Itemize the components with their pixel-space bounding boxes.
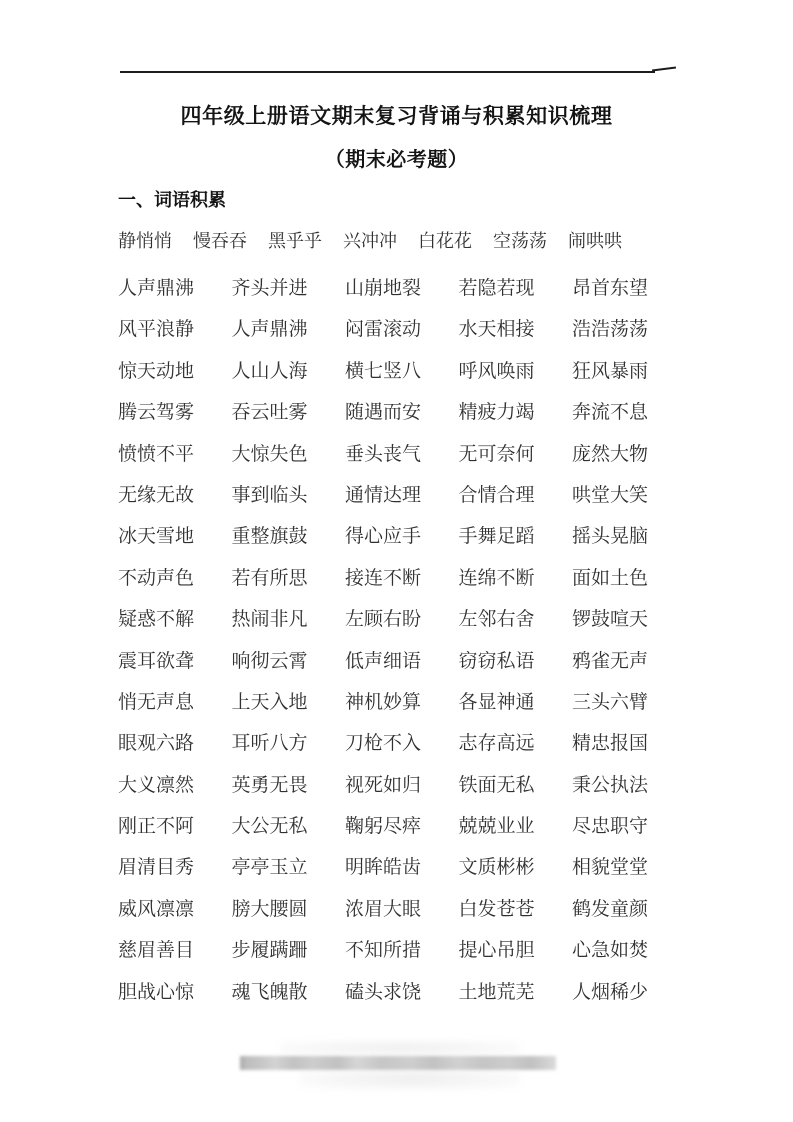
idiom-cell: 哄堂大笑 xyxy=(571,484,648,506)
idiom-cell: 昂首东望 xyxy=(571,278,648,299)
header-rule-line xyxy=(120,71,655,73)
idiom-cell: 面如土色 xyxy=(571,567,648,589)
idiom-cell: 左顾右盼 xyxy=(344,609,421,631)
idiom-row xyxy=(118,314,648,355)
idiom-cell: 眼观六路 xyxy=(118,733,195,755)
idiom-cell: 窃窃私语 xyxy=(458,650,535,672)
idiom-cell: 鹤发童颜 xyxy=(571,898,648,920)
idiom-cell: 不知所措 xyxy=(344,940,421,962)
idiom-cell: 各显神通 xyxy=(458,691,535,713)
idiom-cell: 重整旗鼓 xyxy=(231,526,308,548)
idiom-cell: 眉清目秀 xyxy=(118,857,195,879)
idiom-row xyxy=(118,521,648,562)
idiom-cell: 无可奈何 xyxy=(458,443,535,465)
idiom-row xyxy=(118,977,648,1018)
idiom-cell: 庞然大物 xyxy=(571,443,648,465)
idiom-cell: 横七竖八 xyxy=(344,360,421,382)
idiom-cell: 亭亭玉立 xyxy=(231,857,308,879)
idiom-cell: 文质彬彬 xyxy=(458,857,535,879)
idiom-cell: 合情合理 xyxy=(458,484,535,506)
idiom-row xyxy=(118,439,648,480)
idiom-cell: 若有所思 xyxy=(231,567,308,589)
aabb-word: 空荡荡 xyxy=(493,231,547,251)
idiom-cell: 大公无私 xyxy=(231,816,308,838)
idiom-cell: 威风凛凛 xyxy=(118,898,195,920)
idiom-cell: 白发苍苍 xyxy=(458,898,535,920)
idiom-cell: 刚正不阿 xyxy=(118,816,195,838)
idiom-cell: 手舞足蹈 xyxy=(458,526,535,548)
idiom-cell: 若隐若现 xyxy=(458,278,535,299)
idiom-cell: 风平浪静 xyxy=(118,319,195,341)
idiom-row xyxy=(118,397,648,438)
idiom-cell: 事到临头 xyxy=(231,484,308,506)
idiom-cell: 磕头求饶 xyxy=(344,981,421,1003)
idiom-cell: 精忠报国 xyxy=(571,733,648,755)
idiom-cell: 英勇无畏 xyxy=(231,774,308,796)
aabb-word: 白花花 xyxy=(418,231,472,251)
watermark-halo-top xyxy=(280,1040,520,1056)
idiom-row xyxy=(118,770,648,811)
section-heading: 一、词语积累 xyxy=(118,190,226,210)
idiom-row xyxy=(118,273,648,314)
idiom-cell: 连绵不断 xyxy=(458,567,535,589)
idiom-cell: 低声细语 xyxy=(344,650,421,672)
idiom-row xyxy=(118,811,648,852)
idiom-cell: 热闹非凡 xyxy=(231,609,308,631)
idiom-grid xyxy=(118,273,648,1018)
idiom-cell: 疑惑不解 xyxy=(118,609,195,631)
idiom-cell: 无缘无故 xyxy=(118,484,195,506)
idiom-cell: 不动声色 xyxy=(118,567,195,589)
idiom-cell: 通情达理 xyxy=(344,484,421,506)
idiom-cell: 冰天雪地 xyxy=(118,526,195,548)
idiom-row xyxy=(118,356,648,397)
idiom-cell: 响彻云霄 xyxy=(231,650,308,672)
idiom-cell: 震耳欲聋 xyxy=(118,650,195,672)
idiom-cell: 精疲力竭 xyxy=(458,402,535,424)
idiom-cell: 步履蹒跚 xyxy=(231,940,308,962)
idiom-cell: 吞云吐雾 xyxy=(231,402,308,424)
idiom-cell: 土地荒芜 xyxy=(458,981,535,1003)
idiom-cell: 大惊失色 xyxy=(231,443,308,465)
aabb-word: 兴冲冲 xyxy=(343,231,397,251)
idiom-cell: 狂风暴雨 xyxy=(571,360,648,382)
idiom-row xyxy=(118,852,648,893)
watermark-halo-bottom xyxy=(300,1068,520,1090)
idiom-cell: 浩浩荡荡 xyxy=(571,319,648,341)
idiom-row xyxy=(118,935,648,976)
idiom-cell: 垂头丧气 xyxy=(344,443,421,465)
document-subtitle: （期末必考题） xyxy=(324,149,469,171)
idiom-cell: 腾云驾雾 xyxy=(118,402,195,424)
aabb-words-row xyxy=(118,227,622,253)
idiom-cell: 人山人海 xyxy=(231,360,308,382)
idiom-cell: 摇头晃脑 xyxy=(571,526,648,548)
idiom-cell: 山崩地裂 xyxy=(344,278,421,299)
idiom-cell: 秉公执法 xyxy=(571,774,648,796)
idiom-cell: 神机妙算 xyxy=(344,691,421,713)
idiom-cell: 齐头并进 xyxy=(231,278,308,299)
aabb-word: 闹哄哄 xyxy=(568,231,622,251)
idiom-cell: 接连不断 xyxy=(344,567,421,589)
idiom-cell: 浓眉大眼 xyxy=(344,898,421,920)
idiom-cell: 耳听八方 xyxy=(231,733,308,755)
idiom-row xyxy=(118,563,648,604)
header-rule-tick xyxy=(652,67,676,72)
aabb-word: 慢吞吞 xyxy=(193,231,247,251)
idiom-cell: 人声鼎沸 xyxy=(118,278,195,299)
document-title: 四年级上册语文期末复习背诵与积累知识梳理 xyxy=(180,104,613,128)
idiom-cell: 闷雷滚动 xyxy=(344,319,421,341)
idiom-cell: 心急如焚 xyxy=(571,940,648,962)
idiom-cell: 慈眉善目 xyxy=(118,940,195,962)
idiom-cell: 铁面无私 xyxy=(458,774,535,796)
aabb-word: 黑乎乎 xyxy=(268,231,322,251)
idiom-cell: 愤愤不平 xyxy=(118,443,195,465)
idiom-cell: 尽忠职守 xyxy=(571,816,648,838)
aabb-word: 静悄悄 xyxy=(118,231,172,251)
idiom-cell: 魂飞魄散 xyxy=(231,981,308,1003)
idiom-cell: 志存高远 xyxy=(458,733,535,755)
idiom-cell: 水天相接 xyxy=(458,319,535,341)
idiom-cell: 明眸皓齿 xyxy=(344,857,421,879)
idiom-cell: 奔流不息 xyxy=(571,402,648,424)
idiom-row xyxy=(118,646,648,687)
idiom-row xyxy=(118,604,648,645)
idiom-cell: 三头六臂 xyxy=(571,691,648,713)
idiom-row xyxy=(118,894,648,935)
idiom-row xyxy=(118,687,648,728)
idiom-cell: 人烟稀少 xyxy=(571,981,648,1003)
idiom-cell: 悄无声息 xyxy=(118,691,195,713)
idiom-cell: 呼风唤雨 xyxy=(458,360,535,382)
idiom-cell: 左邻右舍 xyxy=(458,609,535,631)
idiom-cell: 鞠躬尽瘁 xyxy=(344,816,421,838)
idiom-row xyxy=(118,480,648,521)
idiom-cell: 相貌堂堂 xyxy=(571,857,648,879)
idiom-cell: 人声鼎沸 xyxy=(231,319,308,341)
idiom-cell: 鸦雀无声 xyxy=(571,650,648,672)
idiom-cell: 膀大腰圆 xyxy=(231,898,308,920)
idiom-cell: 兢兢业业 xyxy=(458,816,535,838)
idiom-cell: 胆战心惊 xyxy=(118,981,195,1003)
idiom-cell: 得心应手 xyxy=(344,526,421,548)
idiom-cell: 上天入地 xyxy=(231,691,308,713)
idiom-cell: 提心吊胆 xyxy=(458,940,535,962)
idiom-cell: 锣鼓喧天 xyxy=(571,609,648,631)
idiom-cell: 视死如归 xyxy=(344,774,421,796)
idiom-cell: 刀枪不入 xyxy=(344,733,421,755)
idiom-cell: 大义凛然 xyxy=(118,774,195,796)
idiom-cell: 随遇而安 xyxy=(344,402,421,424)
idiom-row xyxy=(118,728,648,769)
idiom-cell: 惊天动地 xyxy=(118,360,195,382)
